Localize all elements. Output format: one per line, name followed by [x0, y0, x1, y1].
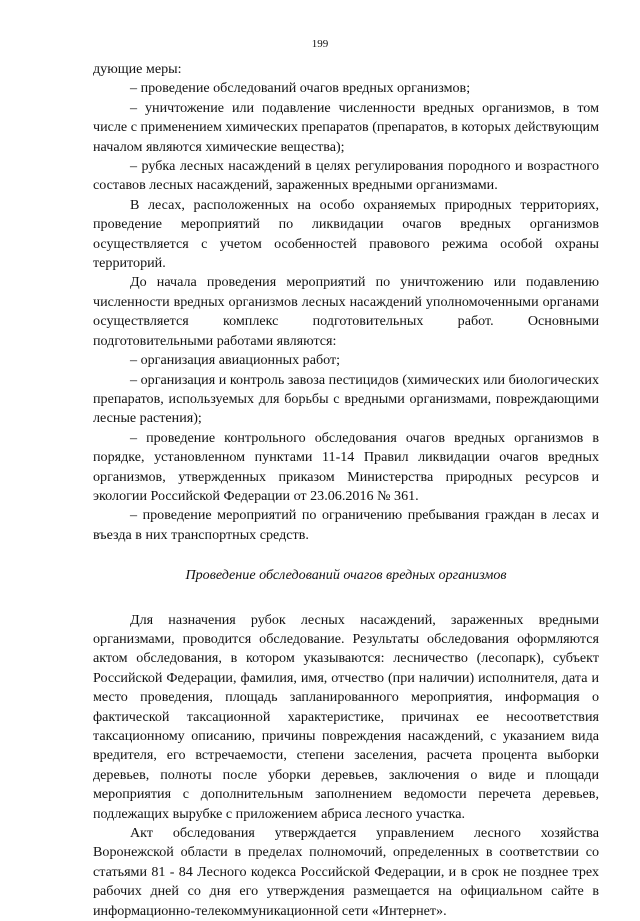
list-item: – проведение обследований очагов вредных организмов; [130, 80, 471, 97]
list-item: – организация авиационных работ; [130, 352, 341, 369]
list-item: – проведение контрольного обследования очагов вредных организмов в порядке, установленном пунктами 11-14 Правил ликвидации очагов вредных организмов, утвержденных приказом Министерства природных ресурсов и экологии Российской Федерации от 23.06.2016 № 361. [93, 429, 599, 504]
paragraph: В лесах, расположенных на особо охраняемых природных территориях, проведение мероприятий по ликвидации очагов вредных организмов осуществляется с учетом особенностей правового режима особой охраны территорий. [93, 196, 599, 272]
document-body [93, 60, 599, 921]
paragraph: Для назначения рубок лесных насаждений, зараженных вредными организмами, проводится обследование. Результаты обследования оформляются актом обследования, в котором указываются: лесничество (лесопарк), субъект Российской Федерации, фамилия, имя, отчество (при наличии) исполнителя, дата и место проведения, площадь запланированного мероприятия, информация о фактической таксационной характеристике, причинах ее несоответствия таксационному описанию, причины повреждения насаждений, с указанием вида вредителя, его встречаемости, степени заселения, расчета процента выборки деревьев, полноты после уборки деревьев, заключения о виде и площади мероприятия с дополнительным заполнением ведомости перечета деревьев, подлежащих вырубке с приложением абриса лесного участка. [93, 611, 599, 822]
page-number: 199 [311, 38, 329, 50]
paragraph: Акт обследования утверждается управлением лесного хозяйства Воронежской области в пределах полномочий, определенных в соответствии со статьями 81 - 84 Лесного кодекса Российской Федерации, и в срок не позднее трех рабочих дней со дня его утверждения размещается на официальном сайте в информационно-телекоммуникационной сети «Интернет». [93, 825, 599, 919]
list-item: – уничтожение или подавление численности вредных организмов, в том числе с применением химических препаратов (препаратов, в которых действующим началом являются химические вещества); [93, 99, 599, 155]
list-item: – организация и контроль завоза пестицидов (химических или биологических препаратов, используемых для борьбы с вредными организмами, повреждающими лесные растения); [93, 371, 599, 427]
paragraph: До начала проведения мероприятий по уничтожению или подавлению численности вредных организмов лесных насаждений уполномоченными органами осуществляется комплекс подготовительных работ. Основными подготовительными работами являются: [93, 274, 599, 349]
paragraph: дующие меры: [93, 61, 182, 77]
list-item: – рубка лесных насаждений в целях регулирования породного и возрастного составов лесных насаждений, зараженных вредными организмами. [93, 158, 599, 194]
section-heading: Проведение обследований очагов вредных организмов [185, 567, 507, 584]
list-item: – проведение мероприятий по ограничению пребывания граждан в лесах и въезда в них транспортных средств. [93, 507, 599, 543]
